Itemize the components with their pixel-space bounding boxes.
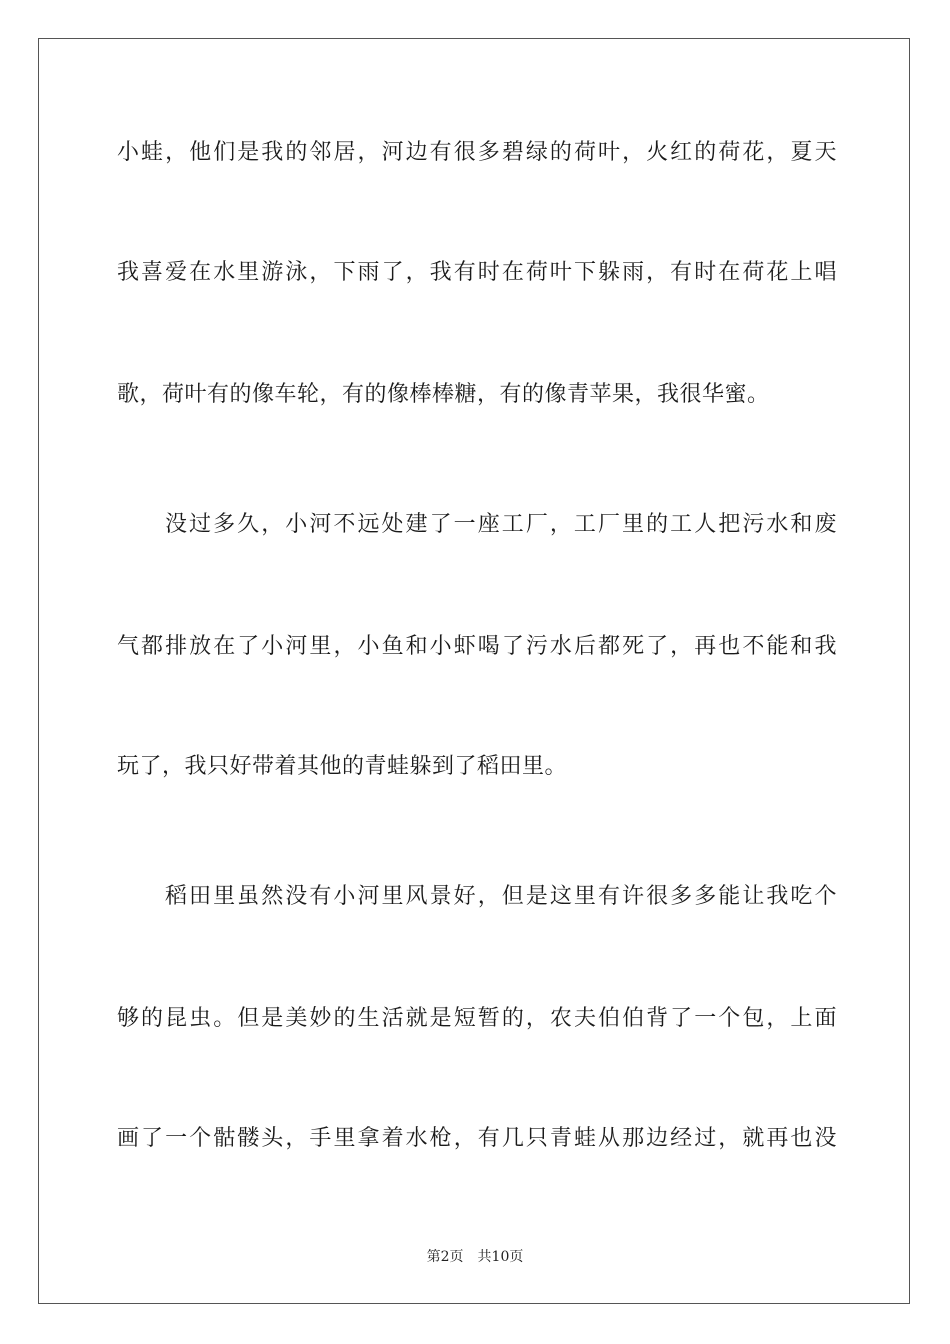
text-line-2: 我喜爱在水里游泳，下雨了，我有时在荷叶下躲雨，有时在荷花上唱	[117, 260, 837, 285]
text-line-9: 画了一个骷髅头，手里拿着水枪，有几只青蛙从那边经过，就再也没	[117, 1126, 837, 1151]
text-line-3: 歌，荷叶有的像车轮，有的像棒棒糖，有的像青苹果，我很华蜜。	[117, 382, 770, 407]
page-number: 第2页	[426, 1249, 464, 1265]
page-border	[38, 38, 910, 1304]
text-line-7: 稻田里虽然没有小河里风景好，但是这里有许很多多能让我吃个	[165, 884, 837, 909]
text-line-1: 小蛙，他们是我的邻居，河边有很多碧绿的荷叶，火红的荷花，夏天	[117, 140, 837, 165]
text-line-8: 够的昆虫。但是美妙的生活就是短暂的，农夫伯伯背了一个包，上面	[117, 1006, 837, 1031]
page-total: 共10页	[477, 1249, 524, 1265]
text-line-4: 没过多久，小河不远处建了一座工厂，工厂里的工人把污水和废	[165, 512, 837, 537]
text-line-5: 气都排放在了小河里，小鱼和小虾喝了污水后都死了，再也不能和我	[117, 634, 837, 659]
page-footer	[0, 1248, 950, 1266]
text-line-6: 玩了，我只好带着其他的青蛙躲到了稻田里。	[117, 754, 568, 779]
